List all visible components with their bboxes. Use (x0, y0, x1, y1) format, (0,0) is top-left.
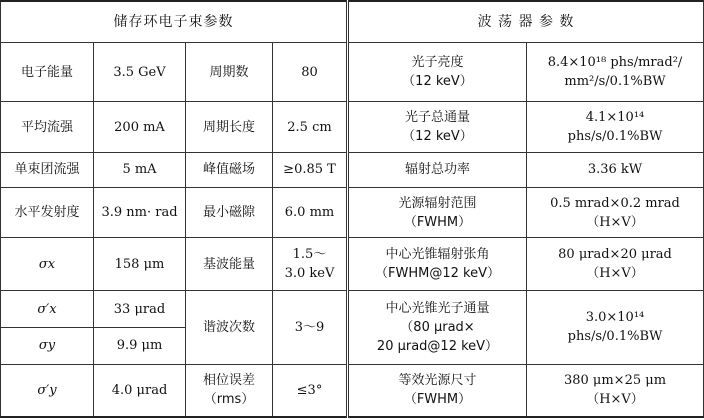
value-line: mm²∕s∕0.1%BW (564, 74, 666, 90)
value-line: 80 μrad×20 μrad (558, 247, 672, 263)
param-value: 4.0 μrad (94, 364, 186, 417)
value-line: 3.0×10¹⁴ (585, 310, 645, 326)
param-value: 33 μrad (94, 291, 186, 328)
value-line: 1.5～ (292, 247, 327, 263)
undulator-value (527, 364, 704, 417)
label-line: （80 μrad× (400, 319, 475, 335)
value-line: 380 μm×25 μm (563, 373, 667, 389)
table-row (1, 43, 704, 102)
param-label: σx (1, 238, 94, 291)
param-label: 周期长度 (186, 102, 273, 153)
value-line: phs∕s∕0.1%BW (567, 329, 663, 345)
table-row (1, 187, 704, 238)
label-line: （12 keV） (402, 129, 473, 145)
undulator-label (348, 291, 527, 364)
value-line: （H×V） (586, 266, 644, 282)
header-row (1, 1, 704, 43)
param-value: 158 μm (94, 238, 186, 291)
param-label: 基波能量 (186, 238, 273, 291)
undulator-header: 波 荡 器 参 数 (348, 1, 704, 43)
undulator-value (527, 238, 704, 291)
param-label: σ′y (1, 364, 94, 417)
param-label: σ′x (1, 291, 94, 328)
param-value (273, 238, 348, 291)
value-line: 8.4×10¹⁸ phs∕mrad²∕ (547, 55, 683, 71)
param-label: 谐波次数 (186, 291, 273, 364)
label-line: 光子总通量 (404, 110, 470, 126)
label-line: 等效光源尺寸 (398, 373, 477, 389)
label-line: 光源辐射范围 (398, 195, 477, 211)
param-value: 3.5 GeV (94, 43, 186, 102)
param-label: 单束团流强 (1, 153, 94, 188)
value-line: （H×V） (586, 392, 644, 408)
value-line: 4.1×10¹⁴ (585, 110, 645, 126)
label-line: 中心光锥光子通量 (385, 300, 490, 316)
table-row (1, 153, 704, 188)
param-value: 80 (273, 43, 348, 102)
undulator-value: 3.36 kW (527, 153, 704, 188)
param-label: 最小磁隙 (186, 187, 273, 238)
undulator-label (348, 364, 527, 417)
param-label: 平均流强 (1, 102, 94, 153)
param-label: 峰值磁场 (186, 153, 273, 188)
undulator-label (348, 43, 527, 102)
param-label: 水平发射度 (1, 187, 94, 238)
table-row (1, 102, 704, 153)
label-line: 相位误差 (202, 373, 255, 389)
table-row (1, 238, 704, 291)
table-row (1, 291, 704, 328)
undulator-label (348, 102, 527, 153)
param-label: 周期数 (186, 43, 273, 102)
value-line: 3.0 keV (284, 266, 335, 282)
label-line: 光子亮度 (411, 55, 464, 71)
param-value: 3.9 nm· rad (94, 187, 186, 238)
label-line: （rms） (203, 392, 255, 408)
label-line: 20 μrad@12 keV） (376, 338, 499, 354)
table-row (1, 364, 704, 417)
value-line: phs∕s∕0.1%BW (567, 129, 663, 145)
param-value: ≤3° (273, 364, 348, 417)
param-value: 200 mA (94, 102, 186, 153)
param-value: ≥0.85 T (273, 153, 348, 188)
undulator-value (527, 187, 704, 238)
storage-ring-header: 储存环电子束参数 (1, 1, 348, 43)
undulator-label (348, 238, 527, 291)
undulator-value (527, 102, 704, 153)
label-line: 中心光锥辐射张角 (385, 247, 490, 263)
undulator-value (527, 291, 704, 364)
label-line: （FWHM） (403, 392, 472, 408)
param-value: 2.5 cm (273, 102, 348, 153)
param-value: 9.9 μm (94, 327, 186, 364)
undulator-value (527, 43, 704, 102)
label-line: （FWHM） (403, 214, 472, 230)
value-line: 0.5 mrad×0.2 mrad (550, 195, 680, 211)
param-label (186, 364, 273, 417)
undulator-label: 辐射总功率 (348, 153, 527, 188)
undulator-label (348, 187, 527, 238)
value-line: （H×V） (586, 214, 644, 230)
label-line: （FWHM@12 keV） (375, 266, 500, 282)
param-label: 电子能量 (1, 43, 94, 102)
label-line: （12 keV） (402, 74, 473, 90)
param-value: 5 mA (94, 153, 186, 188)
param-value: 3～9 (273, 291, 348, 364)
param-value: 6.0 mm (273, 187, 348, 238)
param-label: σy (1, 327, 94, 364)
